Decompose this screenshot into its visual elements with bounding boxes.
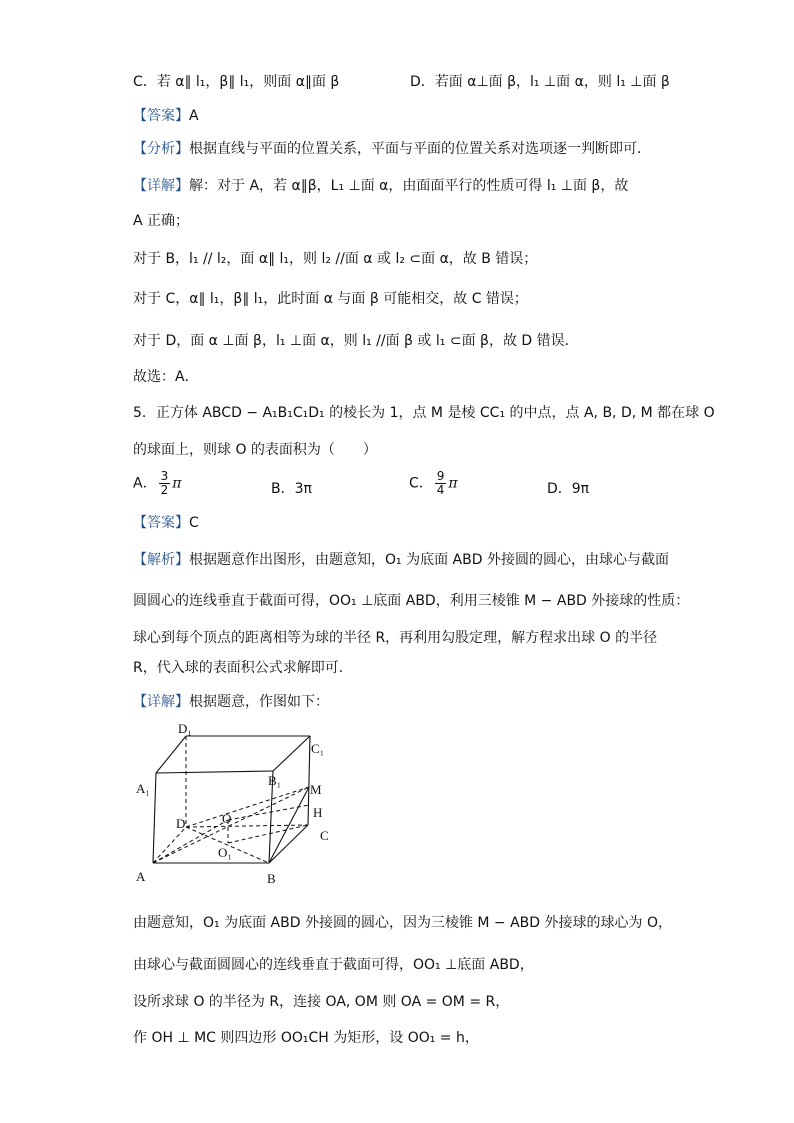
option-c-label: C． — [409, 475, 433, 492]
q4-detail-b: 对于 B，l₁ // l₂，面 α∥ l₁，则 l₂ //面 α 或 l₂ ⊂面 α，故 B 错误； — [133, 251, 538, 267]
option-c-numerator: 9 — [436, 469, 445, 483]
label-m: M — [310, 782, 322, 797]
answer-tag: 【答案】 — [133, 108, 189, 124]
q4-answer — [133, 106, 199, 126]
analysis-text: 根据直线与平面的位置关系，平面与平面的位置关系对选项逐一判断即可． — [189, 141, 651, 157]
q5-analysis-line3: 球心到每个顶点的距离相等为球的半径 R，再利用勾股定理，解方程求出球 O 的半径 — [133, 630, 658, 646]
label-a: A — [136, 869, 146, 884]
label-c1: C₁ — [311, 741, 325, 756]
q5-analysis-line1 — [133, 550, 669, 570]
q4-detail-line2: A 正确； — [133, 213, 190, 229]
label-o: O — [222, 811, 232, 826]
edge-b1-c1 — [273, 736, 310, 771]
edge-a1-d1 — [156, 736, 186, 773]
q5-detail-intro — [133, 692, 329, 712]
q4-conclusion: 故选：A． — [133, 369, 199, 385]
label-a1: A₁ — [136, 781, 150, 796]
edge-a1-a — [153, 773, 156, 863]
answer-value: A — [189, 108, 199, 124]
edge-c1-c — [308, 736, 310, 825]
q5-answer — [133, 513, 199, 533]
edge-a1-b1 — [156, 771, 273, 773]
q5-analysis-line4: R，代入球的表面积公式求解即可. — [133, 660, 344, 676]
label-d: D — [176, 816, 186, 831]
q5-body-line3: 设所求球 O 的半径为 R，连接 OA, OM 则 OA = OM = R， — [133, 994, 510, 1010]
label-h: H — [313, 805, 323, 820]
q5-analysis-line2: 圆圆心的连线垂直于截面可得，OO₁ ⊥底面 ABD，利用三棱锥 M − ABD 外接球的性质： — [133, 593, 690, 609]
option-a-pi: π — [172, 475, 182, 492]
q4-option-d: D．若面 α⊥面 β，l₁ ⊥面 α，则 l₁ ⊥面 β — [410, 74, 670, 90]
option-c-denominator: 4 — [436, 483, 445, 497]
q5-stem-line2: 的球面上，则球 O 的表面积为（ ） — [133, 442, 377, 458]
label-b: B — [267, 871, 276, 886]
option-c-pi: π — [448, 475, 458, 492]
label-b1: B₁ — [268, 773, 282, 788]
q4-analysis — [133, 139, 651, 159]
cube-figure — [128, 715, 348, 895]
analysis-tag: 【解析】 — [133, 552, 189, 568]
option-c-fraction — [435, 470, 447, 497]
hidden-edge-d-c — [186, 825, 308, 827]
answer-tag: 【答案】 — [133, 515, 189, 531]
analysis-tag: 【分析】 — [133, 141, 189, 157]
q5-body-line2: 由球心与截面圆圆心的连线垂直于截面可得，OO₁ ⊥底面 ABD， — [133, 957, 534, 973]
option-a-denominator: 2 — [160, 483, 169, 497]
option-a-fraction — [159, 470, 171, 497]
option-a-numerator: 3 — [160, 469, 169, 483]
q4-detail-line1 — [133, 176, 628, 196]
detail-tag: 【详解】 — [133, 694, 189, 710]
hidden-edge-a-d — [153, 827, 186, 863]
q5-body-line1: 由题意知，O₁ 为底面 ABD 外接圆的圆心，因为三棱锥 M − ABD 外接球的球心为 O， — [133, 915, 672, 931]
option-a-label: A． — [133, 475, 157, 492]
q5-option-b: B．3π — [271, 481, 312, 497]
detail-text: 根据题意，作图如下： — [189, 694, 329, 710]
label-o1: O₁ — [218, 845, 232, 860]
q4-detail-d: 对于 D，面 α ⊥面 β，l₁ ⊥面 α，则 l₁ //面 β 或 l₁ ⊂面 β，故 D 错误． — [133, 333, 579, 349]
hidden-line-a-o — [153, 820, 228, 863]
hidden-line-o1-c — [228, 825, 308, 843]
edge-b-c — [269, 825, 308, 863]
q5-body-line4: 作 OH ⊥ MC 则四边形 OO₁CH 为矩形，设 OO₁ = h， — [133, 1030, 479, 1046]
q5-option-c — [409, 470, 458, 497]
q4-option-c: C．若 α∥ l₁，β∥ l₁，则面 α∥面 β — [133, 74, 340, 90]
q5-option-d: D．9π — [547, 481, 590, 497]
label-d1: D₁ — [178, 721, 192, 736]
label-c: C — [320, 828, 329, 843]
q4-detail-c: 对于 C，α∥ l₁，β∥ l₁，此时面 α 与面 β 可能相交，故 C 错误； — [133, 291, 528, 307]
q5-stem-line1: 5．正方体 ABCD − A₁B₁C₁D₁ 的棱长为 1，点 M 是棱 CC₁ 的中点，点 A, B, D, M 都在球 O — [133, 405, 715, 421]
analysis-text: 根据题意作出图形，由题意知，O₁ 为底面 ABD 外接圆的圆心，由球心与截面 — [189, 552, 669, 568]
q5-option-a — [133, 470, 181, 497]
answer-value: C — [189, 515, 199, 531]
detail-tag: 【详解】 — [133, 178, 189, 194]
detail-text: 解：对于 A，若 α∥β，L₁ ⊥面 α，由面面平行的性质可得 l₁ ⊥面 β，故 — [189, 178, 629, 194]
